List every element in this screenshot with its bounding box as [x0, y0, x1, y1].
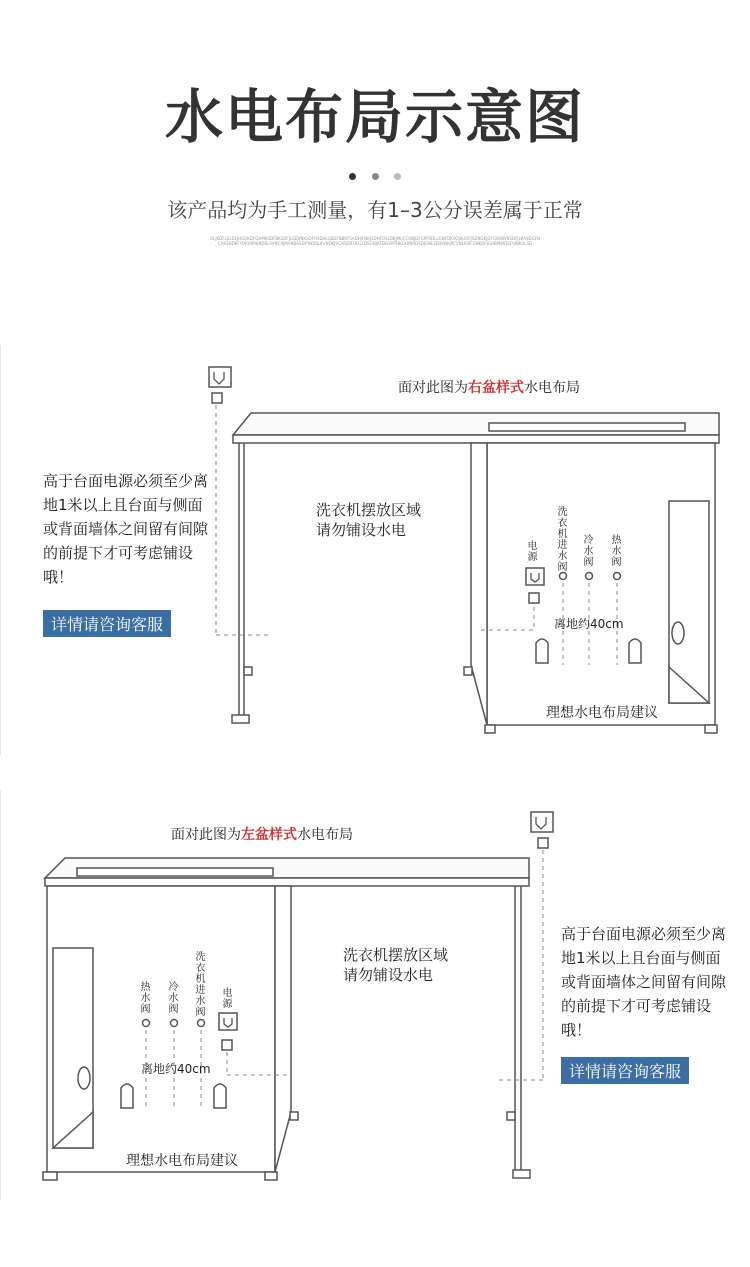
measurement-note: 该产品均为手工测量，有1–3公分误差属于正常 [167, 198, 583, 222]
label-cold-valve: 冷水阀 [583, 535, 594, 568]
fine-print: OLJKDFLSLDLJHGOKDFGHMKSDFBKSDFJLSDVNKSDFHSDALGBDFNBKFSADHJFNKJSDHFOSLDBJMLF.COBJDFGPPSDLLGNFDKVOSIUOFJSDNGKJDFGSHBVKSDFJLKASDGFNCXKSHDKFYOJOAPHJNDSLSVNCXJMVNBASDFYHDSLKVNDKJVCHSDIFULILFDSGNJAFDLGMTHKLKRNRDSDJGNLSFDVNKJXCVNLKJSFGNKDFJGHBMWDSFVJNKALSD [210, 236, 541, 246]
height-label: 离地约40cm [141, 1062, 211, 1076]
caption-prefix: 面对此图为 [171, 827, 241, 843]
page-title: 水电布局示意图 [164, 83, 585, 151]
caption-prefix: 面对此图为 [398, 380, 468, 396]
label-hot-valve: 热水阀 [140, 982, 151, 1015]
dot-active [349, 173, 356, 180]
diagram-left-basin [0, 790, 750, 1200]
caption [171, 824, 353, 844]
washer-zone-label: 洗衣机摆放区域 [343, 946, 449, 964]
caption-suffix: 水电布局 [524, 380, 580, 396]
label-washer-valve: 洗衣机进水阀 [557, 507, 568, 573]
label-washer-valve: 洗衣机进水阀 [195, 952, 206, 1018]
height-label: 离地约40cm [554, 617, 624, 631]
washer-warning: 请勿铺设水电 [316, 521, 407, 539]
caption [398, 377, 580, 397]
label-hot-valve: 热水阀 [611, 535, 622, 568]
power-note: 高于台面电源必须至少离地1米以上且台面与侧面或背面墙体之间留有间隙的前提下才可考虑铺设哦！ [43, 472, 209, 586]
pager-dots [0, 166, 750, 178]
washer-zone-label: 洗衣机摆放区域 [316, 501, 422, 519]
suggestion-label: 理想水电布局建议 [546, 705, 658, 721]
caption-suffix: 水电布局 [297, 827, 353, 843]
label-cold-valve: 冷水阀 [168, 982, 179, 1015]
consult-button[interactable]: 详情请咨询客服 [43, 610, 171, 637]
dot [394, 173, 401, 180]
consult-button[interactable]: 详情请咨询客服 [561, 1057, 689, 1084]
caption-style: 左盆样式 [241, 827, 297, 843]
power-note: 高于台面电源必须至少离地1米以上且台面与侧面或背面墙体之间留有间隙的前提下才可考虑铺设哦！ [561, 925, 727, 1039]
caption-style: 右盆样式 [468, 380, 524, 396]
dot [372, 173, 379, 180]
suggestion-label: 理想水电布局建议 [126, 1153, 238, 1169]
label-power: 电源 [527, 541, 538, 563]
diagram-right-basin [0, 345, 750, 755]
label-power: 电源 [222, 988, 233, 1010]
washer-warning: 请勿铺设水电 [343, 966, 434, 984]
